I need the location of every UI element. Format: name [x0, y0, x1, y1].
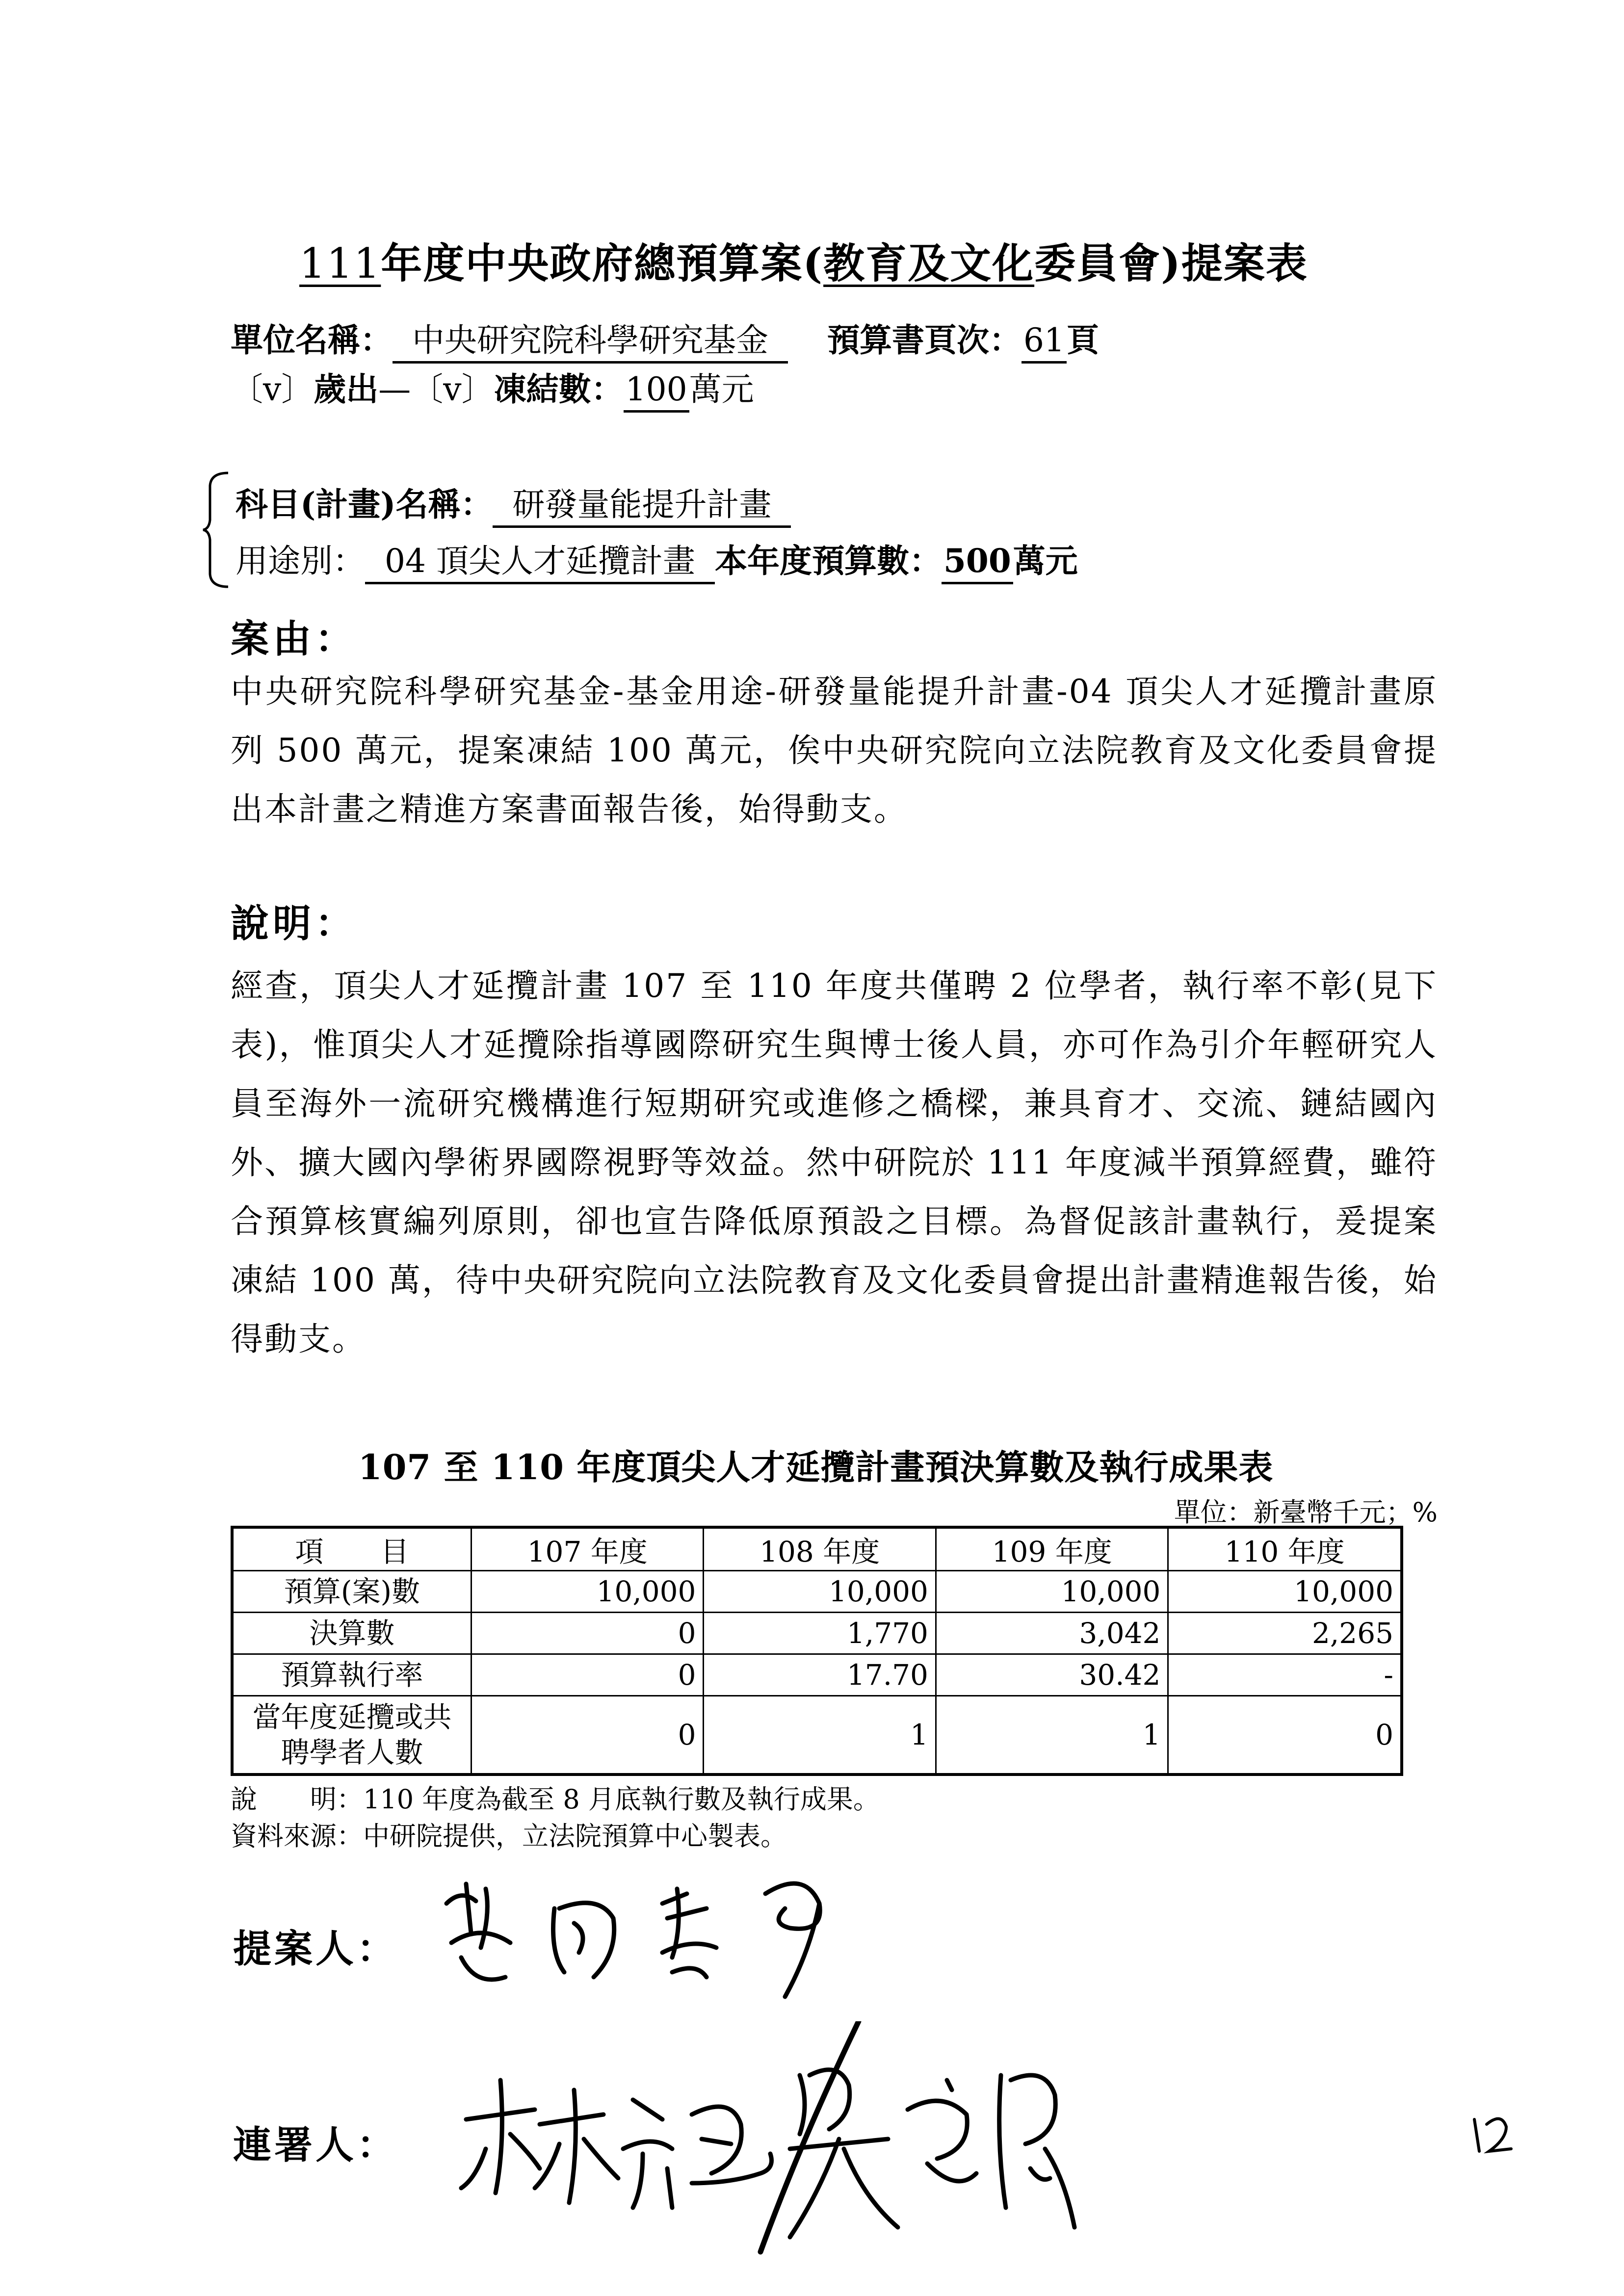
freeze-label: 凍結數：	[494, 370, 624, 408]
column-header-110: 110 年度	[1168, 1527, 1402, 1571]
proposer-signature	[432, 1874, 922, 2002]
unit-value: 中央研究院科學研究基金	[393, 322, 788, 364]
table-cell: 1,770	[704, 1613, 936, 1654]
explanation-heading: 說明：	[231, 901, 358, 946]
freeze-unit: 萬元	[689, 370, 754, 408]
table-cell: -	[1168, 1654, 1402, 1696]
budget-value: 500	[942, 543, 1013, 584]
table-cell: 0	[1168, 1696, 1402, 1775]
table-header-row	[232, 1527, 1402, 1571]
table-cell: 2,265	[1168, 1613, 1402, 1654]
page-title	[299, 231, 1308, 290]
table-cell: 3,042	[936, 1613, 1168, 1654]
table-row	[232, 1571, 1402, 1613]
page-ref-value: 61	[1022, 322, 1067, 364]
table-cell: 0	[471, 1696, 704, 1775]
table-row	[232, 1654, 1402, 1696]
expense-checkbox: 〔v〕	[231, 370, 314, 408]
table-cell: 30.42	[936, 1654, 1168, 1696]
column-header-109: 109 年度	[936, 1527, 1168, 1571]
row-label: 預算(案)數	[232, 1571, 471, 1613]
cosigner-label: 連署人：	[233, 2123, 398, 2167]
unit-label: 單位名稱：	[231, 321, 393, 359]
table-cell: 0	[471, 1613, 704, 1654]
cosigner-signature	[456, 2021, 1315, 2267]
page-ref-label: 預算書頁次：	[827, 321, 1022, 359]
page-number	[1467, 2110, 1516, 2159]
freeze-value: 100	[624, 371, 689, 413]
expense-type: 歲出	[314, 370, 379, 408]
table-unit: 單位：新臺幣千元；%	[1174, 1497, 1438, 1528]
table-source: 資料來源：中研院提供，立法院預算中心製表。	[231, 1821, 787, 1852]
reason-text: 中央研究院科學研究基金-基金用途-研發量能提升計畫-04 頂尖人才延攬計畫原列 500 萬元，提案凍結 100 萬元，俟中央研究院向立法院教育及文化委員會提出本計畫之精進方案書面報告後，始得動支。	[231, 673, 1438, 828]
budget-table	[231, 1526, 1403, 1776]
budget-unit: 萬元	[1013, 542, 1078, 580]
table-row	[232, 1613, 1402, 1654]
table-row	[232, 1696, 1402, 1775]
table-cell: 17.70	[704, 1654, 936, 1696]
subject-value: 研發量能提升計畫	[493, 486, 791, 528]
subject-row	[236, 478, 791, 528]
table-cell: 10,000	[936, 1571, 1168, 1613]
usage-row	[236, 535, 1078, 584]
title-committee: 教育及文化	[823, 239, 1035, 287]
unit-row	[231, 314, 1099, 364]
title-year: 111	[299, 239, 381, 287]
column-header-108: 108 年度	[704, 1527, 936, 1571]
table-note: 說 明：110 年度為截至 8 月底執行數及執行成果。	[231, 1784, 880, 1815]
column-header-item: 項 目	[232, 1527, 471, 1571]
explanation-text: 經查，頂尖人才延攬計畫 107 至 110 年度共僅聘 2 位學者，執行率不彰(見下表)，惟頂尖人才延攬除指導國際研究生與博士後人員，亦可作為引介年輕研究人員至海外一流研究機構進行短期研究或進修之橋樑，兼具育才、交流、鏈結國內外、擴大國內學術界國際視野等效益。然中研院於 111 年度減半預算經費，雖符合預算核實編列原則，卻也宣告降低原預設之目標。為督促該計畫執行，爰提案凍結 100 萬，待中央研究院向立法院教育及文化委員會提出計畫精進報告後，始得動支。	[231, 967, 1438, 1358]
left-bracket	[201, 471, 231, 589]
usage-label: 用途別：	[236, 542, 365, 580]
row-label: 當年度延攬或共聘學者人數	[232, 1696, 471, 1775]
row-label: 決算數	[232, 1613, 471, 1654]
freeze-checkbox: 〔v〕	[411, 370, 494, 408]
table-cell: 10,000	[704, 1571, 936, 1613]
subject-label: 科目(計畫)名稱：	[236, 485, 493, 523]
expense-row	[231, 363, 754, 413]
column-header-107: 107 年度	[471, 1527, 704, 1571]
table-cell: 10,000	[471, 1571, 704, 1613]
reason-heading: 案由：	[231, 617, 358, 661]
table-cell: 0	[471, 1654, 704, 1696]
page-ref-suffix: 頁	[1066, 321, 1099, 359]
table-cell: 10,000	[1168, 1571, 1402, 1613]
title-part1: 年度中央政府總預算案(	[381, 239, 824, 287]
table-cell: 1	[704, 1696, 936, 1775]
budget-label: 本年度預算數：	[714, 542, 942, 580]
table-cell: 1	[936, 1696, 1168, 1775]
row-label: 預算執行率	[232, 1654, 471, 1696]
proposer-label: 提案人：	[233, 1927, 398, 1971]
title-part2: 委員會)提案表	[1034, 239, 1308, 287]
usage-value: 04 頂尖人才延攬計畫	[365, 543, 715, 584]
expense-dash: —	[378, 370, 411, 408]
table-title: 107 至 110 年度頂尖人才延攬計畫預決算數及執行成果表	[358, 1447, 1274, 1487]
